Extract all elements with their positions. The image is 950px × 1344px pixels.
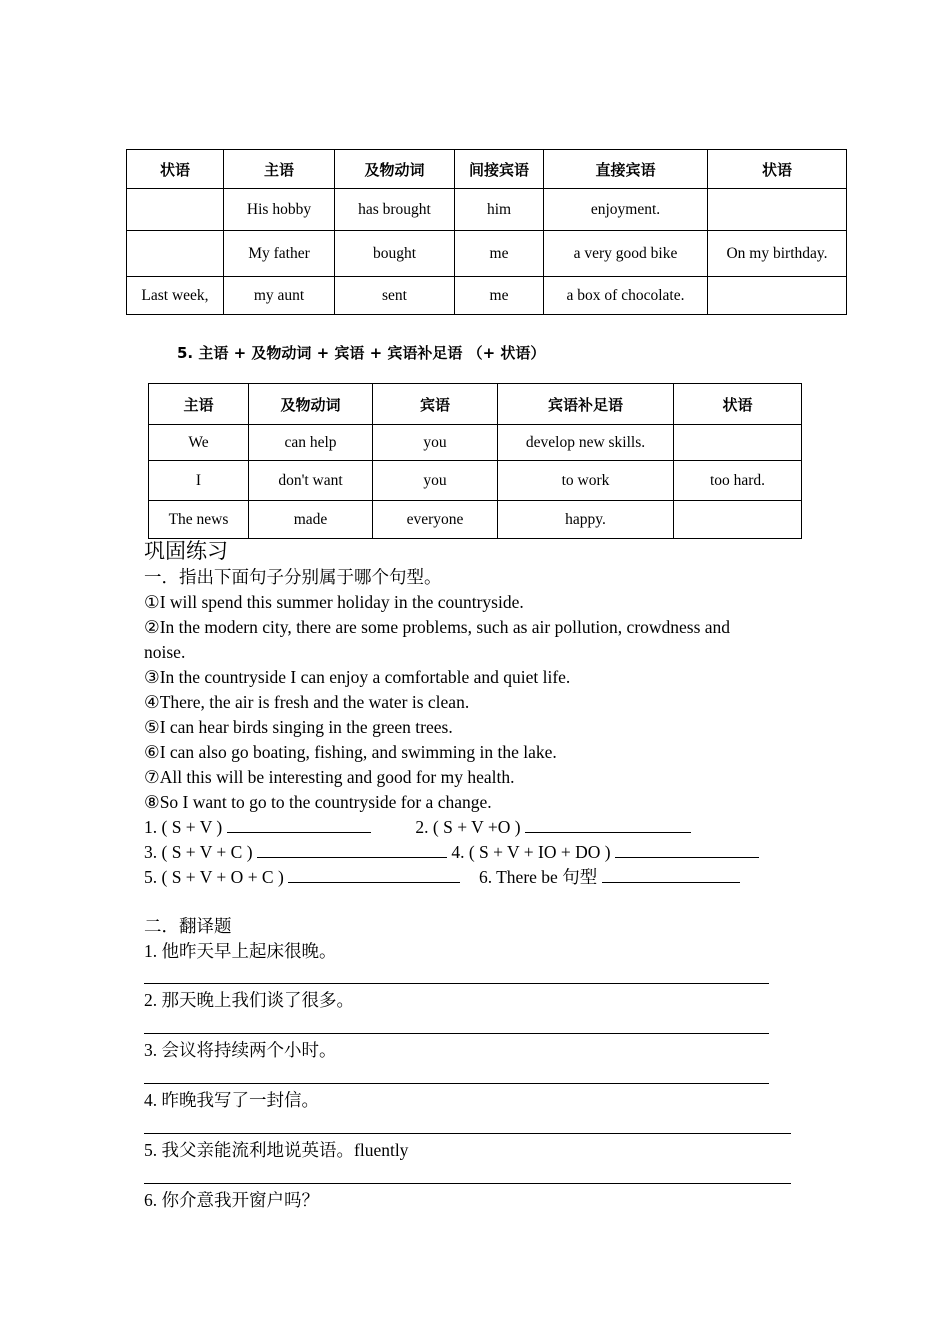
header-cell: 间接宾语 (455, 150, 544, 189)
answer-blank[interactable] (602, 866, 740, 883)
answer-blank[interactable] (288, 866, 460, 883)
pattern-row-2 (144, 841, 759, 863)
table-cell: develop new skills. (498, 425, 674, 461)
table-row (127, 189, 847, 231)
answer-blank[interactable] (615, 841, 759, 858)
pattern-row-3 (144, 866, 740, 888)
table-cell (674, 501, 802, 539)
table-cell: enjoyment. (544, 189, 708, 231)
answer-blank[interactable] (227, 816, 371, 833)
answer-line[interactable] (144, 1183, 791, 1184)
table-row (149, 461, 802, 501)
table-cell: him (455, 189, 544, 231)
table-cell: made (249, 501, 373, 539)
table-cell: a box of chocolate. (544, 277, 708, 315)
sentence-item: ⑤I can hear birds singing in the green trees. (144, 717, 453, 737)
header-cell: 状语 (674, 384, 802, 425)
header-cell: 及物动词 (335, 150, 455, 189)
sentence-item: ①I will spend this summer holiday in the countryside. (144, 592, 524, 612)
table-cell: His hobby (224, 189, 335, 231)
table-cell: sent (335, 277, 455, 315)
answer-line[interactable] (144, 1133, 791, 1134)
table-cell: me (455, 231, 544, 277)
sentence-item: noise. (144, 642, 186, 662)
sentence-item: ⑧So I want to go to the countryside for a change. (144, 792, 492, 812)
header-cell: 状语 (708, 150, 847, 189)
table-cell: too hard. (674, 461, 802, 501)
header-cell: 主语 (149, 384, 249, 425)
header-cell: 状语 (127, 150, 224, 189)
table-cell: has brought (335, 189, 455, 231)
sentence-pattern-table-4 (126, 149, 847, 315)
sentence-item: ⑥I can also go boating, fishing, and swimming in the lake. (144, 742, 557, 762)
table-row (127, 231, 847, 277)
translation-item: 2. 那天晚上我们谈了很多。 (144, 990, 354, 1010)
translation-item: 3. 会议将持续两个小时。 (144, 1040, 337, 1060)
table-cell (127, 189, 224, 231)
table-row (127, 277, 847, 315)
pattern-label: 6. There be 句型 (478, 867, 598, 887)
answer-line[interactable] (144, 1083, 769, 1084)
table-cell: The news (149, 501, 249, 539)
table-cell: happy. (498, 501, 674, 539)
table-cell: don't want (249, 461, 373, 501)
sentence-pattern-table-5 (148, 383, 802, 539)
header-cell: 宾语 (373, 384, 498, 425)
table-cell: a very good bike (544, 231, 708, 277)
pattern-label: 1. ( S + V ) (144, 817, 223, 837)
section-5-heading: 5. 主语 + 及物动词 + 宾语 + 宾语补足语 （+ 状语） (177, 344, 546, 362)
header-cell: 及物动词 (249, 384, 373, 425)
table-cell (708, 189, 847, 231)
table-row (149, 501, 802, 539)
table-cell (674, 425, 802, 461)
answer-blank[interactable] (257, 841, 447, 858)
translation-item: 6. 你介意我开窗户吗？ (144, 1190, 319, 1210)
answer-blank[interactable] (525, 816, 691, 833)
sentence-item: ⑦All this will be interesting and good for my health. (144, 767, 515, 787)
translation-item: 1. 他昨天早上起床很晚。 (144, 941, 337, 961)
table-cell: I (149, 461, 249, 501)
pattern-label: 2. ( S + V +O ) (415, 817, 521, 837)
answer-line[interactable] (144, 983, 769, 984)
practice-title: 巩固练习 (144, 539, 228, 563)
pattern-label: 4. ( S + V + IO + DO ) (451, 842, 611, 862)
sentence-item: ④There, the air is fresh and the water is clean. (144, 692, 470, 712)
part2-title: 二．翻译题 (144, 916, 232, 936)
table-cell: can help (249, 425, 373, 461)
answer-line[interactable] (144, 1033, 769, 1034)
pattern-label: 3. ( S + V + C ) (144, 842, 253, 862)
sentence-item: ②In the modern city, there are some problems, such as air pollution, crowdness and (144, 617, 731, 637)
table-cell: My father (224, 231, 335, 277)
translation-item: 5. 我父亲能流利地说英语。fluently (144, 1140, 409, 1160)
table-cell: On my birthday. (708, 231, 847, 277)
table-cell: me (455, 277, 544, 315)
pattern-row-1 (144, 816, 691, 838)
table-cell: We (149, 425, 249, 461)
table-header-row (149, 384, 802, 425)
translation-item: 4. 昨晚我写了一封信。 (144, 1090, 319, 1110)
pattern-label: 5. ( S + V + O + C ) (144, 867, 284, 887)
table-cell: Last week, (127, 277, 224, 315)
table-cell (708, 277, 847, 315)
sentence-item: ③In the countryside I can enjoy a comfortable and quiet life. (144, 667, 571, 687)
header-cell: 直接宾语 (544, 150, 708, 189)
part1-title: 一．指出下面句子分别属于哪个句型。 (144, 567, 442, 587)
table-cell: you (373, 425, 498, 461)
header-cell: 主语 (224, 150, 335, 189)
table-cell: everyone (373, 501, 498, 539)
table-cell: my aunt (224, 277, 335, 315)
table-cell: to work (498, 461, 674, 501)
header-cell: 宾语补足语 (498, 384, 674, 425)
table-row (149, 425, 802, 461)
table-cell (127, 231, 224, 277)
table-cell: you (373, 461, 498, 501)
table-cell: bought (335, 231, 455, 277)
table-header-row (127, 150, 847, 189)
